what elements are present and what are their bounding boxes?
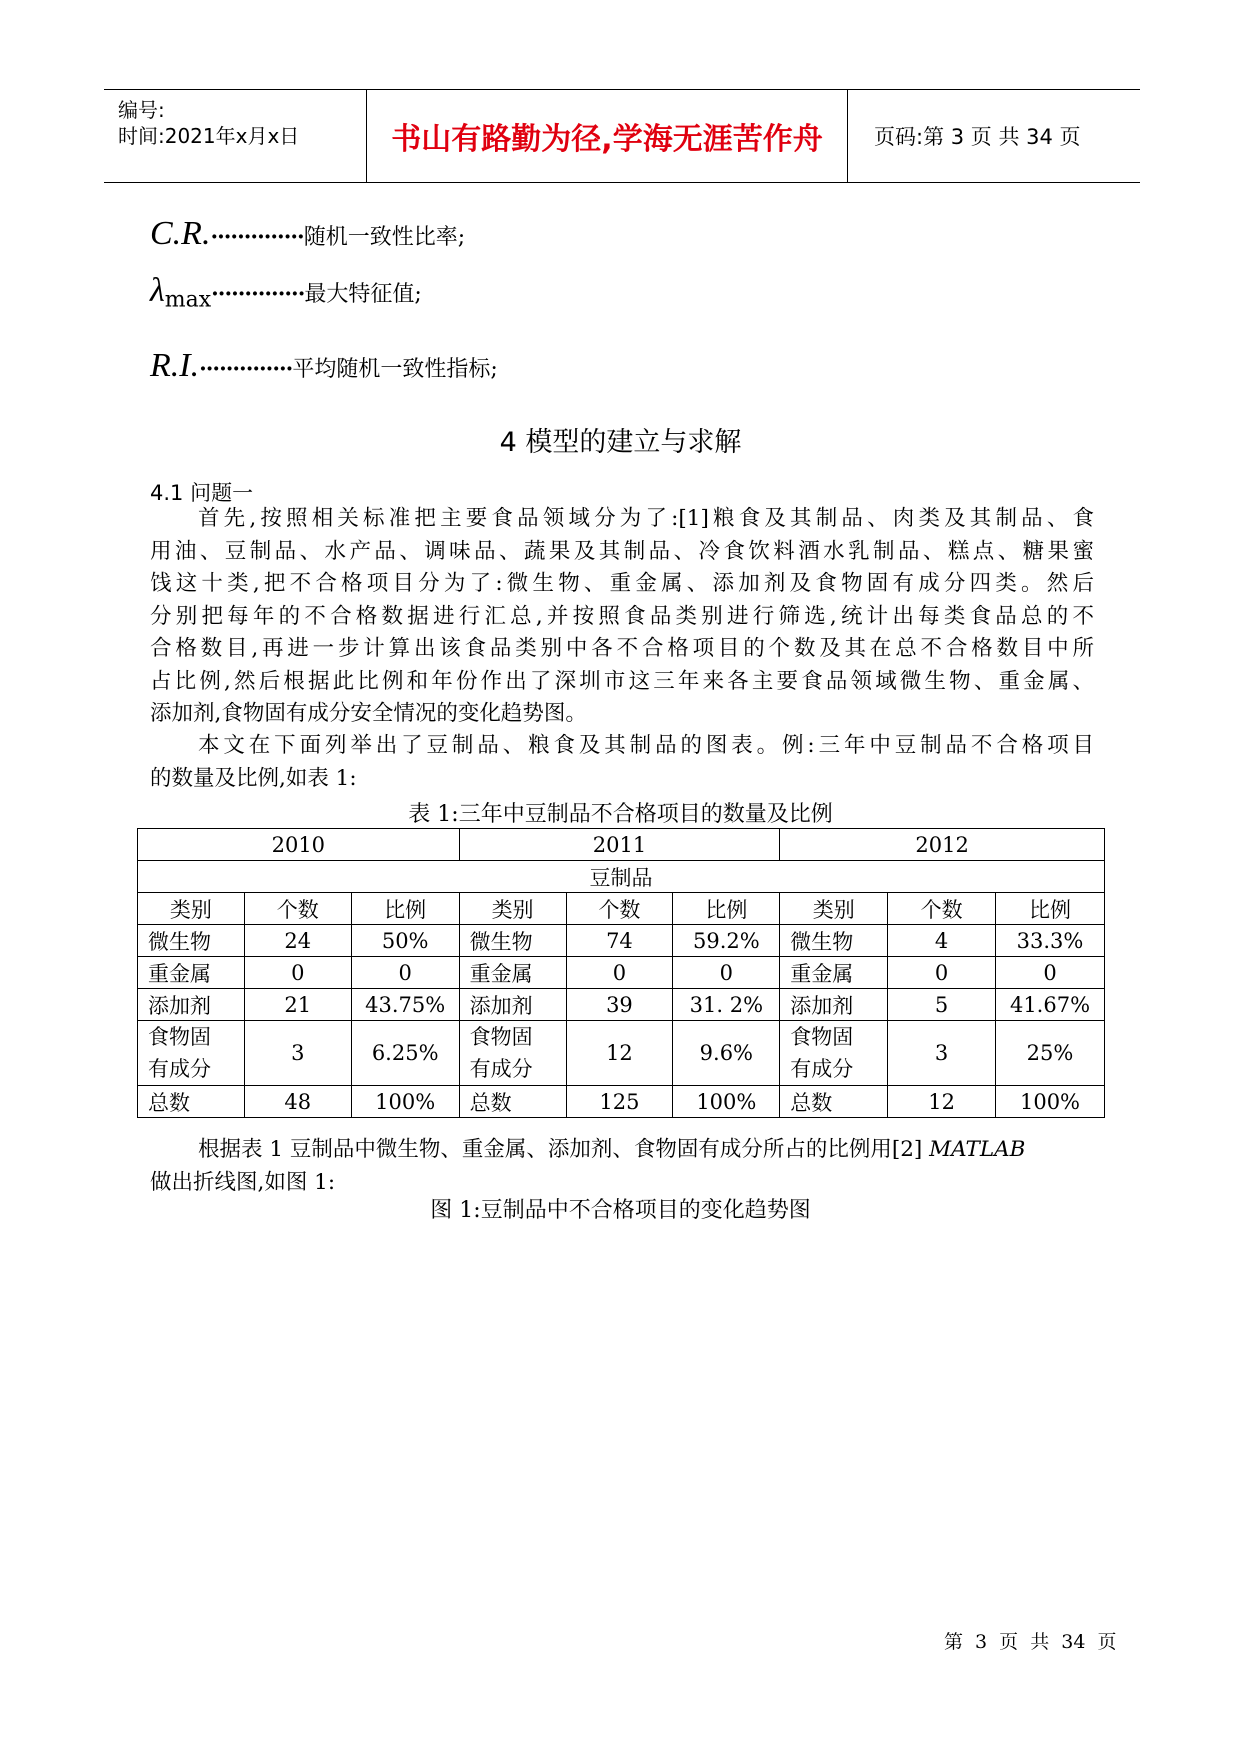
year-header-row [138,829,1105,861]
header-left-cell [104,90,367,182]
count-cell: 21 [244,989,351,1021]
header-motto: 书山有路勤为径,学海无涯苦作舟 [367,90,848,182]
category-text: 添加剂 [790,993,854,1018]
paragraph-line: 合格数目,再进一步计算出该食品类别中各不合格项目的个数及其在总不合格数目中所 [150,636,1094,661]
ratio-cell: 50% [351,925,459,957]
column-header: 类别 [459,893,566,925]
paragraph-line: 分别把每年的不合格数据进行汇总,并按照食品类别进行筛选,统计出每类食品总的不 [150,603,1094,629]
category-cell [780,1086,888,1118]
category-text: 重金属 [148,961,211,986]
category-text: 微生物 [469,929,533,954]
table-body [138,925,1105,1118]
page-footer: 第 3 页 共 34 页 [944,1631,1117,1653]
ratio-cell: 6.25% [351,1021,459,1086]
year-cell: 2012 [780,829,1105,861]
category-cell [138,1021,245,1086]
definition-lambda-max [150,272,422,312]
ratio-cell: 9.6% [673,1021,780,1086]
ratio-cell: 100% [351,1086,459,1118]
category-text: 添加剂 [148,993,211,1018]
count-cell: 125 [566,1086,673,1118]
table-row [138,989,1105,1021]
table-row [138,925,1105,957]
category-cell [138,925,245,957]
column-header: 比例 [351,893,459,925]
leader-dots: ·············· [210,224,304,250]
category-cell [138,989,245,1021]
ratio-cell: 59.2% [673,925,780,957]
column-header: 比例 [673,893,780,925]
ratio-cell: 100% [673,1086,780,1118]
category-text: 添加剂 [469,993,533,1018]
definition-text: 最大特征值; [304,282,422,307]
category-text: 微生物 [790,929,854,954]
page-header [104,89,1140,183]
count-cell: 12 [888,1086,996,1118]
count-cell: 24 [244,925,351,957]
count-cell: 0 [244,957,351,989]
serial-number-label: 编号: [118,98,165,122]
column-header: 个数 [566,893,673,925]
column-header: 个数 [244,893,351,925]
paragraph-line: 的数量及比例,如表 1: [150,765,357,791]
count-cell: 12 [566,1021,673,1086]
category-cell [780,957,888,989]
category-text: 重金属 [469,961,533,986]
ratio-cell: 100% [996,1086,1105,1118]
ratio-cell: 41.67% [996,989,1105,1021]
category-cell [459,925,566,957]
category-text: 微生物 [148,929,211,954]
category-text: 重金属 [790,961,854,986]
ratio-cell: 43.75% [351,989,459,1021]
category-text: 有成分 [148,1057,211,1081]
matlab-term: MATLAB [929,1137,1026,1162]
category-cell [780,925,888,957]
category-cell [780,1021,888,1086]
category-text: 食物固 [469,1025,533,1049]
category-text: 有成分 [790,1057,854,1081]
paragraph-line: 添加剂,食物固有成分安全情况的变化趋势图。 [150,701,587,726]
paragraph-text: 根据表 1 豆制品中微生物、重金属、添加剂、食物固有成分所占的比例用[2] [198,1137,930,1162]
count-cell: 39 [566,989,673,1021]
category-title-row [138,861,1105,893]
category-cell [459,1086,566,1118]
section-title: 4 模型的建立与求解 [499,427,742,458]
category-cell [138,1086,245,1118]
column-header: 类别 [138,893,245,925]
category-text: 总数 [469,1090,512,1115]
count-cell: 3 [244,1021,351,1086]
category-text: 食物固 [790,1025,854,1049]
definition-text: 平均随机一致性指标; [292,357,498,382]
category-cell [138,957,245,989]
ratio-cell: 33.3% [996,925,1105,957]
ratio-cell: 25% [996,1021,1105,1086]
count-cell: 48 [244,1086,351,1118]
subsection-title: 4.1 问题一 [150,481,254,505]
category-cell [780,989,888,1021]
category-text: 有成分 [469,1057,533,1081]
category-cell [459,989,566,1021]
table-row [138,957,1105,989]
header-page-info: 页码:第 3 页 共 34 页 [874,125,1081,149]
paragraph-1 [150,503,1094,731]
count-cell: 0 [566,957,673,989]
definition-symbol: R.I. [150,347,200,384]
table-row [138,1086,1105,1118]
category-cell [459,1021,566,1086]
paragraph-line: 占比例,然后根据此比例和年份作出了深圳市这三年来各主要食品领域微生物、重金属、 [150,668,1094,694]
column-header-row [138,893,1105,925]
defect-table [137,828,1105,1118]
paragraph-3 [150,1134,1094,1199]
count-cell: 5 [888,989,996,1021]
leader-dots: ·············· [199,356,293,382]
ratio-cell: 0 [996,957,1105,989]
ratio-cell: 0 [673,957,780,989]
count-cell: 0 [888,957,996,989]
paragraph-line: 做出折线图,如图 1: [150,1169,336,1195]
count-cell: 74 [566,925,673,957]
paragraph-2 [150,730,1094,795]
date-line: 时间:2021年x月x日 [118,124,300,148]
paragraph-line: 用油、豆制品、水产品、调味品、蔬果及其制品、冷食饮料酒水乳制品、糕点、糖果蜜 [150,538,1094,564]
definition-cr [150,215,465,253]
definition-subscript: max [164,287,212,313]
count-cell: 3 [888,1021,996,1086]
year-cell: 2011 [459,829,780,861]
category-title: 豆制品 [138,861,1105,893]
count-cell: 4 [888,925,996,957]
category-text: 食物固 [148,1025,211,1049]
category-cell [459,957,566,989]
ratio-cell: 31. 2% [673,989,780,1021]
paragraph-line [150,1134,1094,1167]
paragraph-line: 本文在下面列举出了豆制品、粮食及其制品的图表。例:三年中豆制品不合格项目 [198,733,1094,758]
table-row [138,1021,1105,1086]
table-caption: 表 1:三年中豆制品不合格项目的数量及比例 [408,802,833,827]
definition-ri [150,347,498,385]
definition-symbol: C.R. [150,215,211,252]
column-header: 个数 [888,893,996,925]
category-text: 总数 [790,1090,833,1115]
definition-text: 随机一致性比率; [303,225,466,250]
column-header: 比例 [996,893,1105,925]
figure-caption: 图 1:豆制品中不合格项目的变化趋势图 [430,1198,811,1223]
year-cell: 2010 [138,829,460,861]
paragraph-line: 首先,按照相关标准把主要食品领域分为了:[1]粮食及其制品、肉类及其制品、食 [198,506,1094,531]
leader-dots: ·············· [211,281,305,307]
paragraph-line: 饯这十类,把不合格项目分为了:微生物、重金属、添加剂及食物固有成分四类。然后 [150,571,1094,596]
definition-symbol: λ [150,272,165,309]
ratio-cell: 0 [351,957,459,989]
category-text: 总数 [148,1090,190,1115]
column-header: 类别 [780,893,888,925]
